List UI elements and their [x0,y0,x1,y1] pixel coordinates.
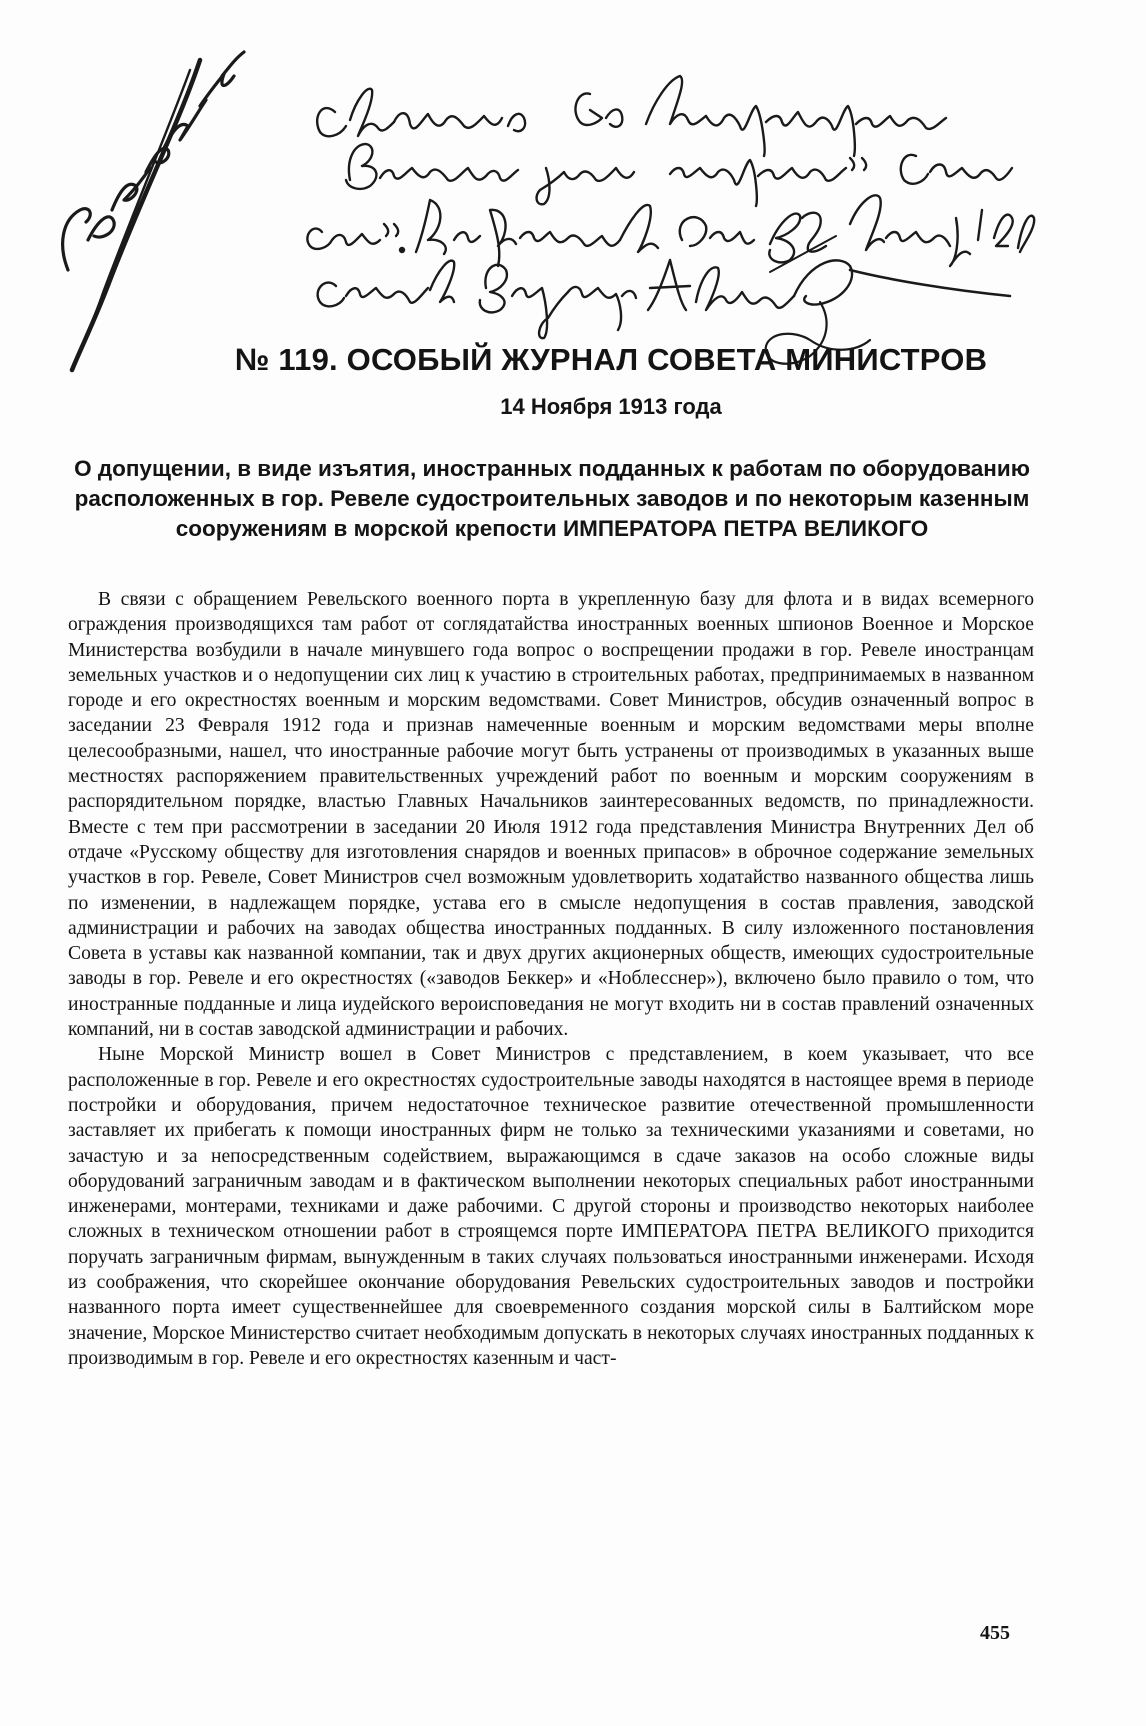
handwriting-line-1 [317,76,946,156]
body-paragraph-1: В связи с обращением Ревельского военного порта в укрепленную базу для флота и в видах всемерного ограждения производящихся там работ от соглядатайства иностранных военных шпионов Военное и Морское Министерства возбудили в начале минувшего года вопрос о воспрещении продажи в гор. Ревеле иностранцам земельных участков и о недопущении сих лиц к участию в строительных работах, предпринимаемых в названном городе и его окрестностях военным и морским ведомствами. Совет Министров, обсудив означенный вопрос в заседании 23 Февраля 1912 года и признав намеченные военным и морским ведомствами меры вполне целесообразными, нашел, что иностранные рабочие могут быть устранены от производимых в указанных выше местностях распоряжением правительственных учреждений работ по военным и морским сооружениям в распорядительном порядке, властью Главных Начальников заинтересованных ведомств, по принадлежности. Вместе с тем при рассмотрении в заседании 20 Июля 1912 года представления Министра Внутренних Дел об отдаче «Русскому обществу для изготовления снарядов и военных припасов» в оброчное содержание земельных участков в гор. Ревеле, Совет Министров счел возможным удовлетворить ходатайство названного общества лишь по изменении, в надлежащем порядке, устава его в смысле недопущения в состав правления, заводской администрации и рабочих на заводах общества иностранных подданных. В силу изложенного постановления Совета в уставы как названной компании, так и двух других акционерных обществ, имеющих судостроительные заводы в гор. Ревеле и его окрестностях («заводов Беккер» и «Ноблесснер»), включено было правило о том, что иностранные подданные и лица иудейского вероисповедания не могут входить ни в состав правлений означенных компаний, ни в состав заводской администрации и рабочих. [68,589,1034,1041]
document-date: 14 Ноября 1913 года [500,394,722,419]
handwriting-image [50,40,1060,380]
document-subject: О допущении, в виде изъятия, иностранных подданных к работам по оборудованию расположенных в гор. Ревеле судостроительных заводов и по некоторым казенным сооружениям в морской крепости ИМПЕРАТОРА ПЕТРА ВЕЛИКОГО [74,456,1030,541]
handwritten-resolution [50,40,1060,380]
handwriting-line-2 [346,144,1012,206]
document-number-title: № 119. ОСОБЫЙ ЖУРНАЛ СОВЕТА МИНИСТРОВ [234,342,988,377]
document-body [68,587,1034,1371]
body-paragraph-2: Ныне Морской Министр вошел в Совет Министров с представлением, в коем указывает, что все расположенные в гор. Ревеле и его окрестностях судостроительные заводы находятся в настоящее время в периоде постройки и оборудования, причем недостаточное техническое развитие отечественной промышленности заставляет их прибегать к помощи иностранных фирм не только за техническими указаниями и советами, но зачастую и за непосредственным содействием, выражающимся в сдаче заказов на особо сложные виды оборудований заграничным заводам и в фактическом выполнении некоторых специальных работ иностранными инженерами, монтерами, техниками и даже рабочими. С другой стороны и производство некоторых наиболее сложных в техническом отношении работ в строящемся порте ИМПЕРАТОРА ПЕТРА ВЕЛИКОГО приходится поручать заграничным фирмам, вынужденным в таких случаях пользоваться иностранными инженерами. Исходя из соображения, что скорейшее окончание оборудования Ревельских судостроительных заводов и постройки названного порта имеет существеннейшее для своевременного создания морской силы в Балтийском море значение, Морское Министерство считает необходимым допускать в некоторых случаях иностранных подданных к производимым в гор. Ревеле и его окрестностях казенным и част- [68,1044,1034,1369]
page-number: 455 [980,1622,1010,1644]
